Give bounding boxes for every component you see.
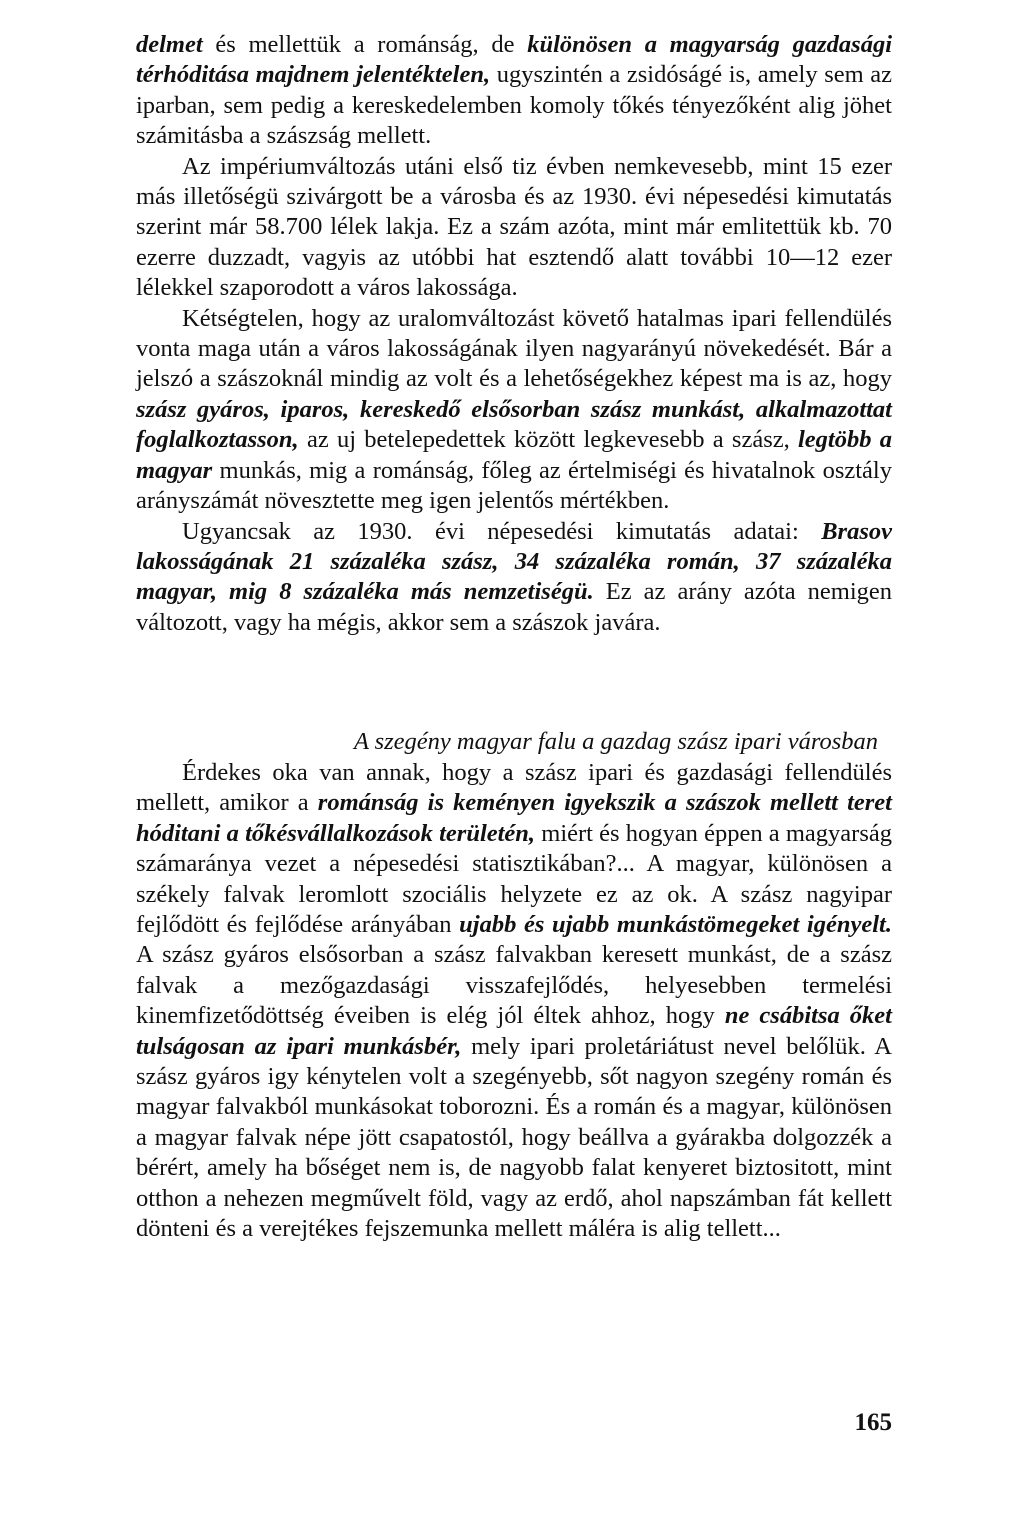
text-run: mely ipari proletáriátust nevel belőlük. A szász gyáros igy kénytelen volt a szegényebb, sőt nagyon szegény román és magyar falvakból munkásokat toborozni. És a román és a magyar, különösen a magyar falvak népe jött csapatostól, hogy beállva a gyárakba dolgozzék a bérért, amely ha bőséget nem is, de nagyobb falat kenyeret biztositott, mint otthon a nehezen megművelt föld, vagy az erdő, ahol napszámban fát kellett dönteni és a verejtékes fejszemunka mellett máléra is alig tellett... xyxy=(136,1032,892,1243)
page-number: 165 xyxy=(854,1409,892,1436)
paragraph-5 xyxy=(136,758,892,1245)
paragraph-4 xyxy=(136,517,892,639)
text-run: Kétségtelen, hogy az uralomváltozást követő hatalmas ipari fellendülés vonta maga után a város lakosságának ilyen nagyarányú növekedését. Bár a jelszó a szászoknál mindig az volt és a lehetőségekhez képest ma is az, hogy xyxy=(136,304,892,393)
body-text-bottom xyxy=(136,758,892,1245)
paragraph-2 xyxy=(136,152,892,304)
body-text-top xyxy=(136,30,892,638)
emphasized-text: Brasov lakosságának 21 százaléka szász, 34 százaléka román, 37 százaléka magyar, mig 8 százaléka más nemzetiségü. xyxy=(136,517,892,606)
text-run: munkás, mig a románság, főleg az értelmiségi és hivatalnok osztály arányszámát növesztette meg igen jelentős mértékben. xyxy=(136,456,892,515)
text-run: miért és hogyan éppen a magyarság számaránya vezet a népesedési statisztikában?... A magyar, különösen a székely falvak leromlott szociális helyzete ez az ok. A szász nagyipar fejlődött és fejlődése arányában xyxy=(136,819,892,939)
emphasized-text: ujabb és ujabb munkástömegeket igényelt. xyxy=(459,911,892,939)
text-run: az uj betelepedettek között legkevesebb a szász, xyxy=(298,426,798,454)
emphasized-text: különösen a magyarság gazdasági térhóditása majdnem jelentéktelen, xyxy=(136,31,892,89)
emphasized-text: ne csábitsa őket tulságosan az ipari munkásbér, xyxy=(136,1002,892,1060)
text-run: Az impériumváltozás utáni első tiz évben nemkevesebb, mint 15 ezer más illetőségü szivárgott be a városba és az 1930. évi népesedési kimutatás szerint már 58.700 lélek lakja. Ez a szám azóta, mint már emlitettük kb. 70 ezerre duzzadt, vagyis az utóbbi hat esztendő alatt további 10—12 ezer lélekkel szaporodott a város lakossága. xyxy=(136,152,892,302)
paragraph-1 xyxy=(136,30,892,152)
text-run: Ez az arány azóta nemigen változott, vagy ha mégis, akkor sem a szászok javára. xyxy=(136,578,892,636)
emphasized-text: legtöbb a magyar xyxy=(136,426,892,484)
paragraph-3 xyxy=(136,304,892,517)
emphasized-text: delmet xyxy=(136,31,203,58)
text-run: Ugyancsak az 1930. évi népesedési kimutatás adatai: xyxy=(182,517,822,545)
emphasized-text: szász gyáros, iparos, kereskedő elsősorban szász munkást, alkalmazottat foglalkoztasson, xyxy=(136,395,892,454)
text-run: ugyszintén a zsidóságé is, amely sem az iparban, sem pedig a kereskedelemben komoly tőkés tényezőként alig jöhet számitásba a szászság mellett. xyxy=(136,61,892,150)
text-run: A szász gyáros elsősorban a szász falvakban keresett munkást, de a szász falvak a mezőgazdasági visszafejlődés, helyesebben termelési kinemfizetődöttség éveiben is elég jól éltek ahhoz, hogy xyxy=(136,941,892,1030)
emphasized-text: románság is keményen igyekszik a szászok mellett teret hóditani a tőkésvállalkozások területén, xyxy=(136,789,892,847)
section-heading: A szegény magyar falu a gazdag szász ipari városban xyxy=(353,728,878,755)
text-run: és mellettük a románság, de xyxy=(202,31,528,58)
text-run: Érdekes oka van annak, hogy a szász ipari és gazdasági fellendülés mellett, amikor a xyxy=(136,759,892,817)
